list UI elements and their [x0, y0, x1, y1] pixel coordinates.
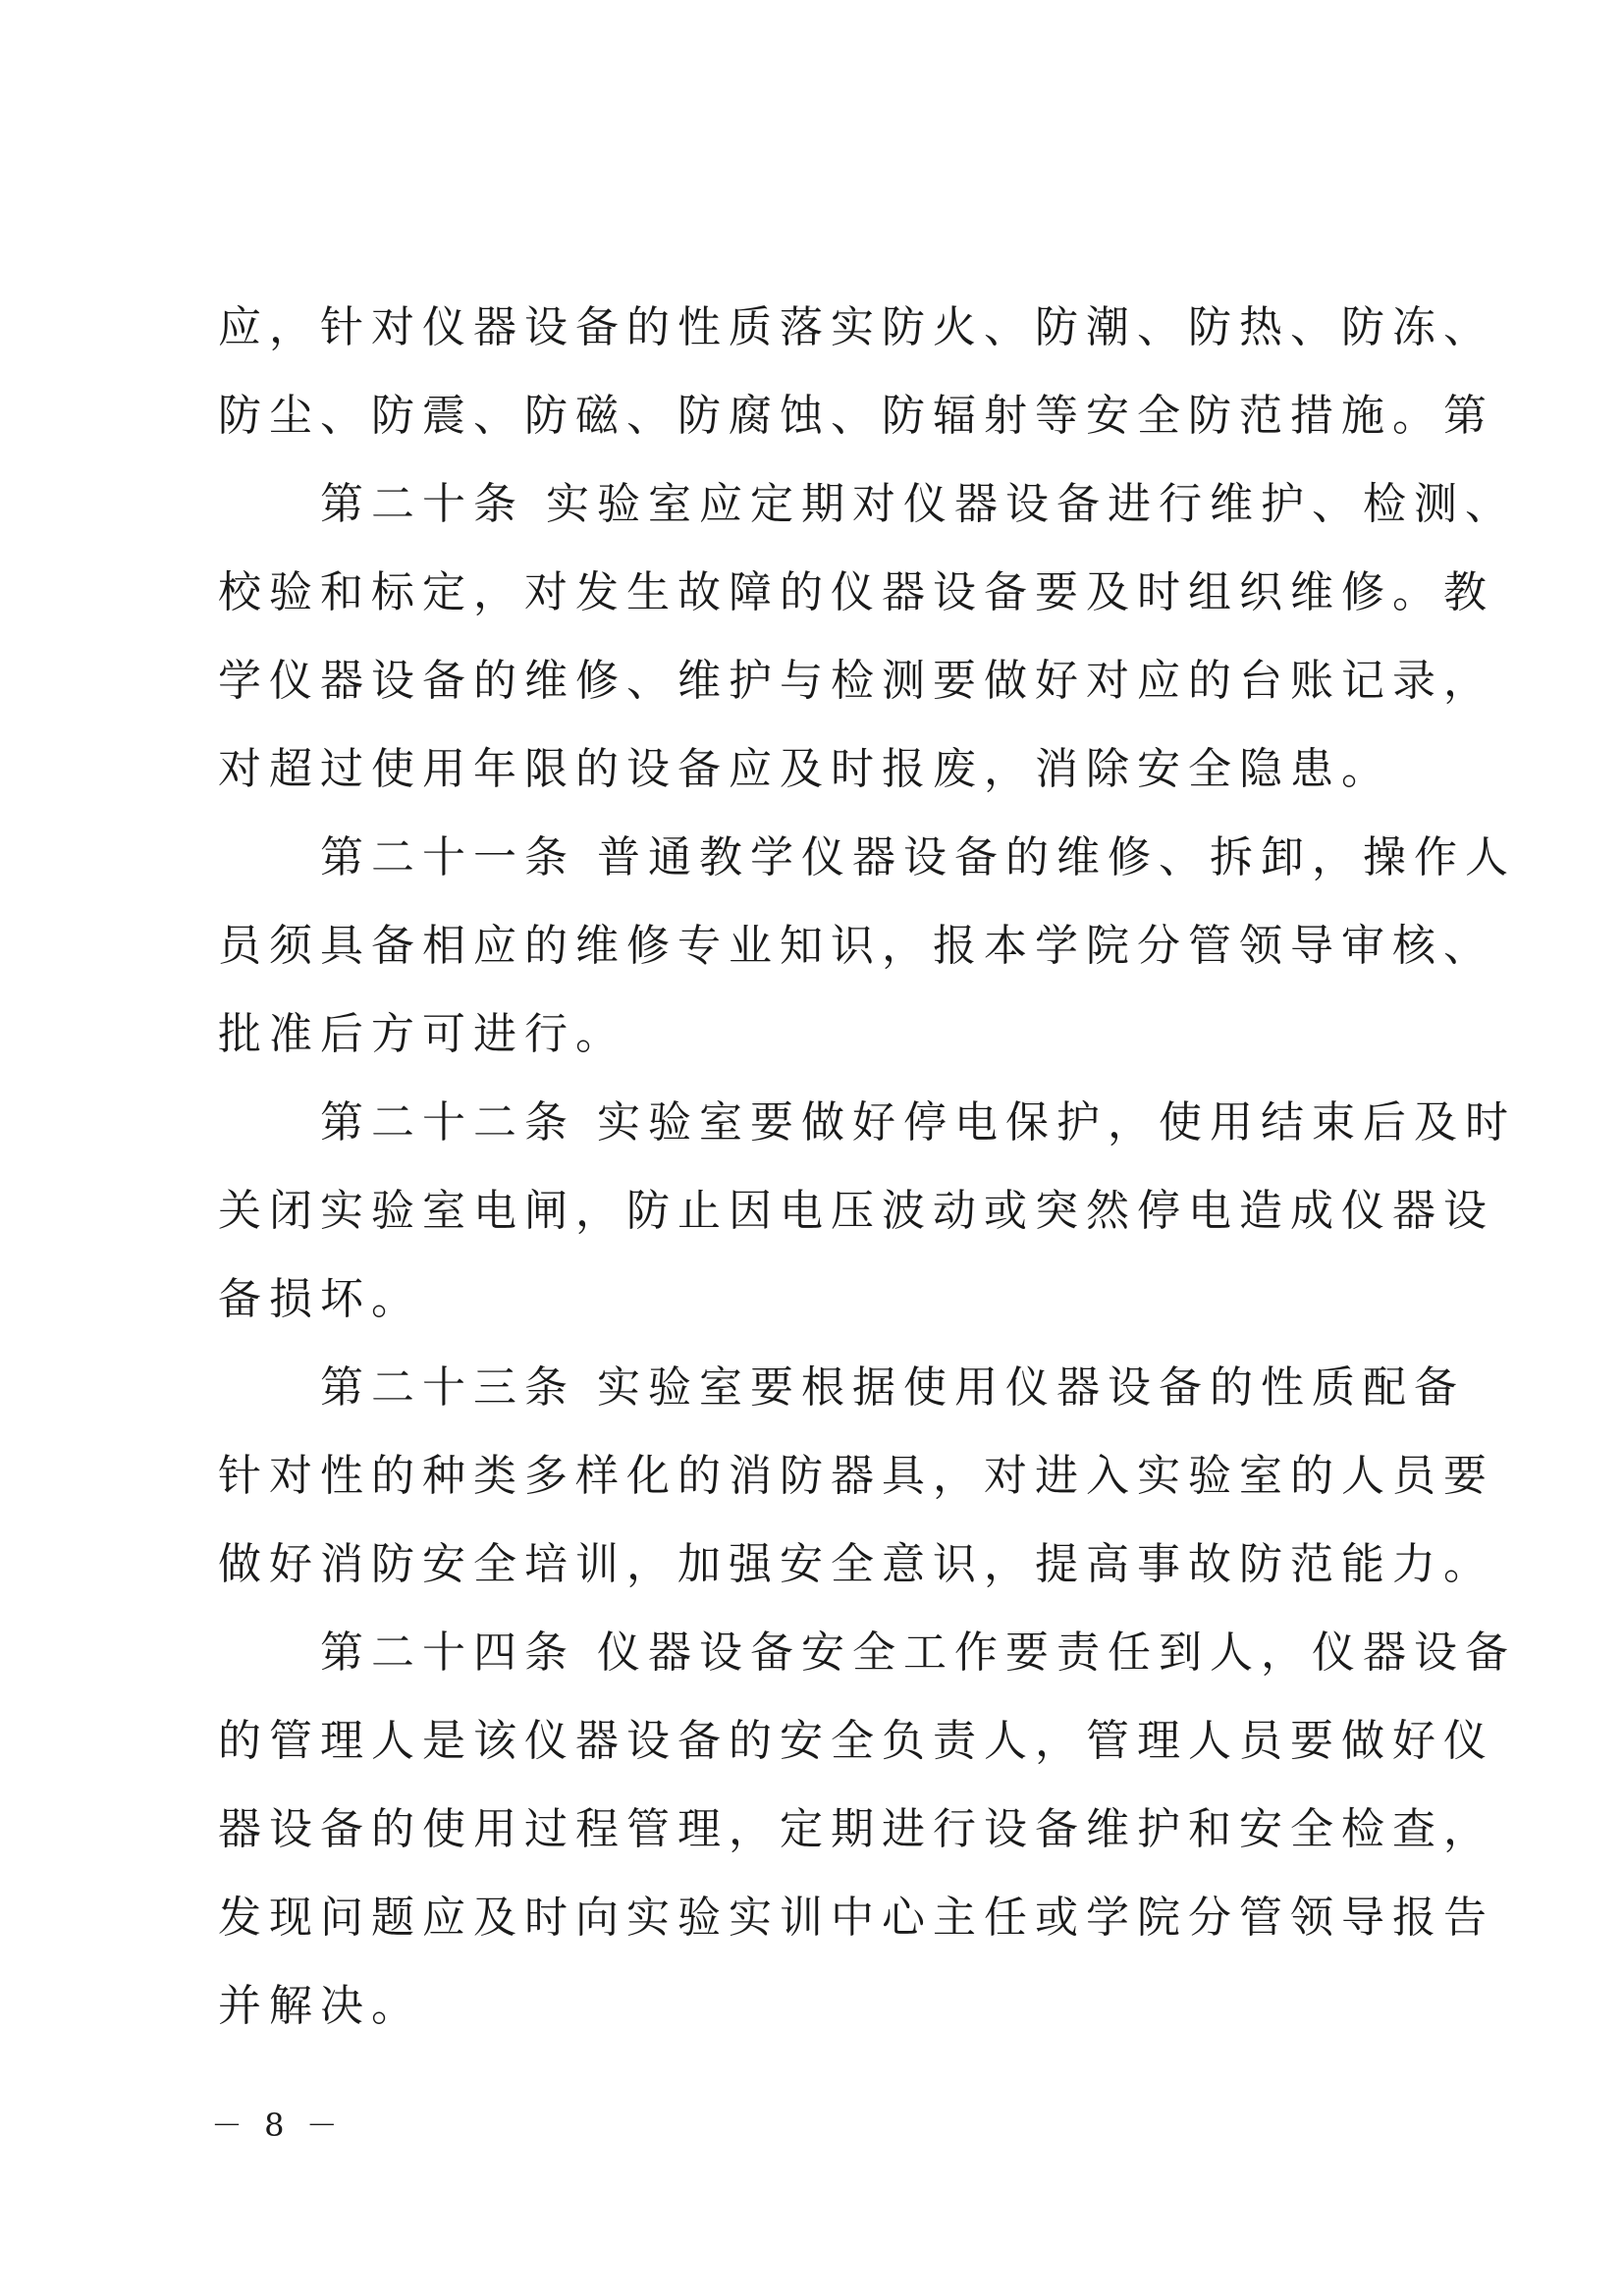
article-22 [218, 1097, 1516, 1366]
text-line: 应，针对仪器设备的性质落实防火、防潮、防热、防冻、 [218, 302, 1494, 352]
text-line: 批准后方可进行。 [218, 1009, 626, 1059]
article-21 [218, 832, 1516, 1101]
article-20 [218, 479, 1516, 836]
article-24 [218, 1628, 1516, 2073]
text-line: 的管理人是该仪器设备的安全负责人，管理人员要做好仪 [218, 1716, 1494, 1766]
text-line: 并解决。 [218, 1981, 422, 2031]
body-text [218, 302, 1516, 2073]
text-line: 第二十一条 普通教学仪器设备的维修、拆卸，操作人 [218, 832, 1516, 882]
text-line: 备损坏。 [218, 1274, 422, 1324]
text-line: 发现问题应及时向实验实训中心主任或学院分管领导报告 [218, 1893, 1494, 1943]
text-line: 对超过使用年限的设备应及时报废，消除安全隐患。 [218, 744, 1392, 794]
text-line: 关闭实验室电闸，防止因电压波动或突然停电造成仪器设 [218, 1186, 1494, 1236]
text-line: 针对性的种类多样化的消防器具，对进入实验室的人员要 [218, 1451, 1494, 1501]
article-23 [218, 1362, 1494, 1631]
text-line: 器设备的使用过程管理，定期进行设备维护和安全检查， [218, 1804, 1494, 1854]
text-line: 第二十四条 仪器设备安全工作要责任到人，仪器设备 [218, 1628, 1516, 1678]
text-line: 做好消防安全培训，加强安全意识，提高事故防范能力。 [218, 1539, 1494, 1589]
text-line: 校验和标定，对发生故障的仪器设备要及时组织维修。教 [218, 567, 1494, 617]
text-line: 员须具备相应的维修专业知识，报本学院分管领导审核、 [218, 921, 1494, 971]
text-line: 学仪器设备的维修、维护与检测要做好对应的台账记录， [218, 656, 1494, 706]
text-line: 第二十二条 实验室要做好停电保护，使用结束后及时 [218, 1097, 1516, 1148]
text-line: 防尘、防震、防磁、防腐蚀、防辐射等安全防范措施。第 [218, 391, 1494, 441]
page-number: － 8 － [211, 2107, 344, 2144]
paragraph-continuation [218, 302, 1494, 483]
text-line: 第二十三条 实验室要根据使用仪器设备的性质配备 [218, 1362, 1465, 1413]
text-line: 第二十条 实验室应定期对仪器设备进行维护、检测、 [218, 479, 1516, 529]
